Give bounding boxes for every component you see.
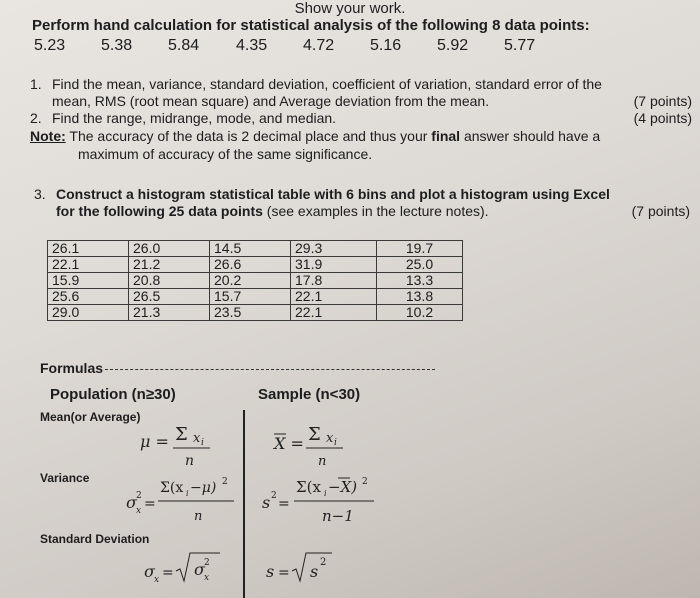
- question-number: 3.: [34, 186, 46, 202]
- svg-text:Σ(x: Σ(x: [296, 478, 321, 496]
- note-line-2: maximum of accuracy of the same significance.: [78, 146, 373, 162]
- population-mean-formula: [135, 415, 235, 470]
- svg-text:σ: σ: [144, 562, 155, 581]
- formulas-title-row: [40, 360, 435, 376]
- population-variance-formula: [122, 470, 242, 525]
- note-text-a: The accuracy of the data is 2 decimal place and thus your: [69, 128, 432, 144]
- population-sd-formula: [140, 545, 240, 593]
- table-cell: 25.0: [377, 257, 463, 273]
- note-bold-final: final: [431, 128, 461, 144]
- question-3-points: (7 points): [631, 203, 690, 219]
- note-label: Note:: [30, 128, 66, 144]
- svg-text:i: i: [334, 438, 337, 448]
- table-cell: 20.8: [129, 273, 210, 289]
- svg-text:−μ): −μ): [190, 480, 217, 496]
- svg-text:n: n: [318, 454, 327, 469]
- data-point: 5.84: [168, 37, 200, 54]
- table-cell: 26.0: [129, 241, 210, 257]
- svg-text:2: 2: [222, 477, 228, 487]
- question-2-text: Find the range, midrange, mode, and median.: [52, 110, 337, 126]
- dashed-divider: [105, 369, 435, 370]
- data-point: 5.38: [101, 37, 133, 54]
- svg-text:Σ: Σ: [308, 424, 321, 445]
- table-cell: 22.1: [48, 257, 129, 273]
- table-cell: 13.3: [377, 273, 463, 289]
- question-3-line-2-rest: (see examples in the lecture notes).: [262, 203, 489, 219]
- question-3-line-1-row: [34, 186, 696, 203]
- table-cell: 26.1: [48, 241, 129, 257]
- sd-label: Standard Deviation: [40, 532, 150, 546]
- sample-heading: Sample (n<30): [258, 386, 361, 403]
- question-number: 2.: [30, 110, 42, 126]
- table-cell: 29.0: [48, 305, 129, 321]
- table-row: [48, 241, 463, 257]
- sample-sd-formula: [262, 545, 362, 593]
- table-cell: 14.5: [210, 241, 291, 257]
- svg-text:2: 2: [271, 491, 277, 501]
- svg-text:x: x: [193, 431, 201, 446]
- data-table: [47, 240, 463, 321]
- data-point: 4.72: [303, 37, 335, 54]
- data-point: 4.35: [236, 37, 268, 54]
- table-cell: 26.6: [210, 257, 291, 273]
- svg-text:n: n: [185, 453, 195, 469]
- table-cell: 22.1: [291, 305, 377, 321]
- instruction-heading: Perform hand calculation for statistical analysis of the following 8 data points:: [32, 17, 590, 34]
- question-1: [30, 76, 692, 93]
- svg-text:s: s: [310, 562, 319, 581]
- table-cell: 15.7: [210, 289, 291, 305]
- table-row: [48, 273, 463, 289]
- sample-mean-formula: [268, 415, 368, 470]
- show-your-work-text: Show your work.: [294, 0, 406, 17]
- svg-text:s: s: [266, 562, 275, 581]
- table-cell: 20.2: [210, 273, 291, 289]
- question-2-points: (4 points): [633, 110, 692, 126]
- svg-text:Σ: Σ: [175, 424, 188, 445]
- question-3-line-2-bold: for the following 25 data points: [56, 203, 263, 219]
- svg-text:n: n: [194, 509, 203, 524]
- svg-text:μ =: μ =: [140, 432, 169, 451]
- svg-text:=: =: [278, 496, 290, 512]
- question-3-line-1: Construct a histogram statistical table with 6 bins and plot a histogram using Excel: [56, 186, 610, 202]
- population-heading: Population (n≥30): [50, 386, 176, 403]
- svg-text:x: x: [326, 431, 334, 446]
- data-point: 5.23: [34, 37, 66, 54]
- question-number: 1.: [30, 76, 42, 92]
- data-point: 5.92: [437, 37, 469, 54]
- data-points-row: [34, 37, 535, 55]
- svg-text:2: 2: [136, 491, 142, 501]
- svg-text:=: =: [162, 565, 174, 581]
- svg-text:i: i: [186, 489, 189, 498]
- table-cell: 13.8: [377, 289, 463, 305]
- svg-text:=: =: [144, 496, 156, 512]
- table-cell: 10.2: [377, 305, 463, 321]
- formulas-title: Formulas: [40, 360, 104, 376]
- mean-label: Mean(or Average): [40, 410, 141, 424]
- table-cell: 22.1: [291, 289, 377, 305]
- table-cell: 17.8: [291, 273, 377, 289]
- svg-text:i: i: [324, 489, 327, 498]
- svg-text:i: i: [201, 438, 204, 448]
- question-1-points: (7 points): [633, 93, 692, 109]
- svg-text:σ: σ: [194, 560, 205, 579]
- table-cell: 23.5: [210, 305, 291, 321]
- svg-text:x: x: [154, 575, 160, 585]
- note-line-1: [30, 128, 700, 145]
- table-row: [48, 305, 463, 321]
- table-row: [48, 289, 463, 305]
- svg-text:Σ(x: Σ(x: [160, 480, 184, 496]
- note-text-b: answer should have a: [460, 128, 601, 144]
- table-cell: 19.7: [377, 241, 463, 257]
- svg-text:=: =: [278, 565, 290, 581]
- svg-text:x: x: [204, 573, 210, 583]
- question-1-line-1: Find the mean, variance, standard deviation, coefficient of variation, standard error of the: [52, 76, 602, 92]
- svg-text:2: 2: [362, 477, 368, 487]
- question-3-line-2-row: [56, 203, 696, 220]
- variance-label: Variance: [40, 471, 90, 485]
- formulas-divider: [243, 410, 245, 598]
- table-row: [48, 257, 463, 273]
- table-cell: 29.3: [291, 241, 377, 257]
- question-1-line-2: mean, RMS (root mean square) and Average deviation from the mean.: [52, 93, 490, 109]
- svg-text:x: x: [136, 506, 142, 516]
- svg-text:n−1: n−1: [322, 507, 354, 525]
- table-cell: 21.3: [129, 305, 210, 321]
- question-2: [30, 110, 692, 127]
- table-cell: 15.9: [48, 273, 129, 289]
- table-cell: 21.2: [129, 257, 210, 273]
- svg-text:σ: σ: [126, 493, 137, 512]
- data-point: 5.77: [504, 37, 536, 54]
- svg-text:X =: X =: [274, 434, 304, 453]
- sample-variance-formula: [258, 470, 388, 525]
- svg-text:2: 2: [204, 558, 210, 568]
- svg-text:−X): −X): [328, 478, 358, 496]
- table-cell: 31.9: [291, 257, 377, 273]
- table-cell: 26.5: [129, 289, 210, 305]
- data-point: 5.16: [370, 37, 402, 54]
- question-1-line-2-row: [52, 93, 692, 110]
- svg-text:s: s: [262, 493, 271, 512]
- table-cell: 25.6: [48, 289, 129, 305]
- svg-text:2: 2: [320, 557, 327, 568]
